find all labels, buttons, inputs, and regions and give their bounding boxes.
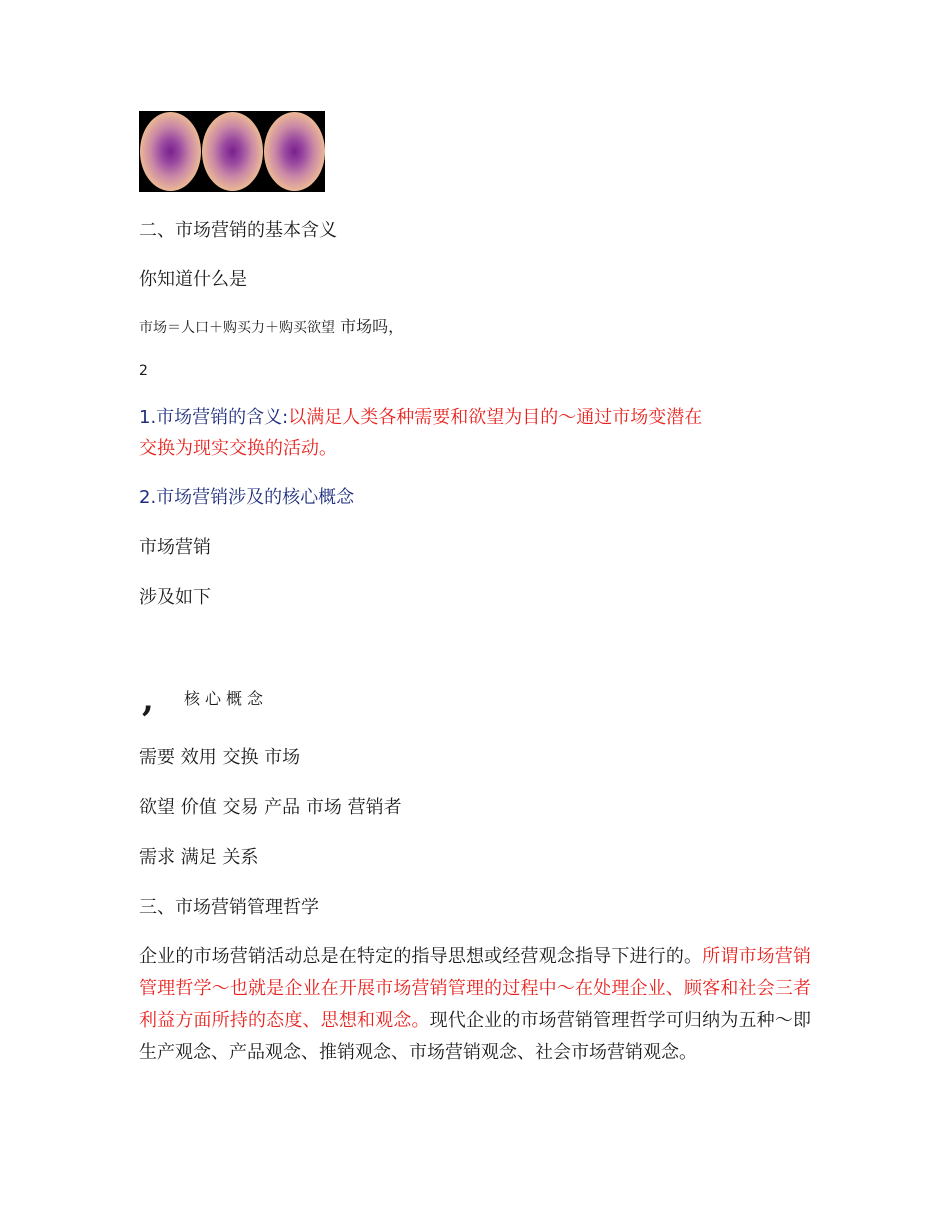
core-concepts-heading: 2.市场营销涉及的核心概念 bbox=[139, 487, 355, 508]
concepts-row-3: 需求 满足 关系 bbox=[139, 847, 259, 868]
definition-text-1: 以满足人类各种需要和欲望为目的～通过市场变潜在 bbox=[288, 407, 703, 428]
formula-tail: 市场吗， bbox=[335, 317, 405, 336]
paragraph-part-red: 所谓市场营销管理哲学～也就是企业在开展市场营销管理的过程中～在处理企业、顾客和社会三者利益方面所持的态度、思想和观念。 bbox=[139, 946, 812, 1031]
formula-line bbox=[139, 316, 404, 338]
core-concepts-title: 核心概念 bbox=[184, 689, 269, 708]
definition-line-2: 交换为现实交换的活动。 bbox=[139, 438, 337, 459]
concepts-row-2: 欲望 价值 交易 产品 市场 营销者 bbox=[139, 797, 402, 818]
line-market-marketing: 市场营销 bbox=[139, 537, 211, 558]
formula-text: 市场＝人口＋购买力＋购买欲望 bbox=[139, 320, 335, 336]
concepts-row-1: 需要 效用 交换 市场 bbox=[139, 747, 301, 768]
oval-shape bbox=[264, 112, 325, 191]
oval-shape bbox=[202, 112, 263, 191]
question-line: 你知道什么是 bbox=[139, 269, 247, 290]
section-heading-2: 二、市场营销的基本含义 bbox=[139, 220, 337, 241]
page-number: 2 bbox=[139, 363, 148, 379]
paragraph-part-1: 企业的市场营销活动总是在特定的指导思想或经营观念指导下进行的。 bbox=[139, 946, 703, 967]
oval-shape bbox=[140, 112, 201, 191]
section-heading-3: 三、市场营销管理哲学 bbox=[139, 897, 319, 918]
paragraph-part-2: 现代企业的市场营销管理哲学可归纳为五种～即生产观念、产品观念、推销观念、市场营销观念、社会市场营销观念。 bbox=[139, 1010, 812, 1063]
decorative-ovals-image bbox=[139, 111, 325, 192]
definition-label: 1.市场营销的含义: bbox=[139, 407, 289, 428]
philosophy-paragraph bbox=[139, 941, 811, 1069]
definition-line-1 bbox=[139, 406, 702, 430]
line-involves: 涉及如下 bbox=[139, 587, 211, 608]
comma-mark: , bbox=[142, 680, 154, 720]
